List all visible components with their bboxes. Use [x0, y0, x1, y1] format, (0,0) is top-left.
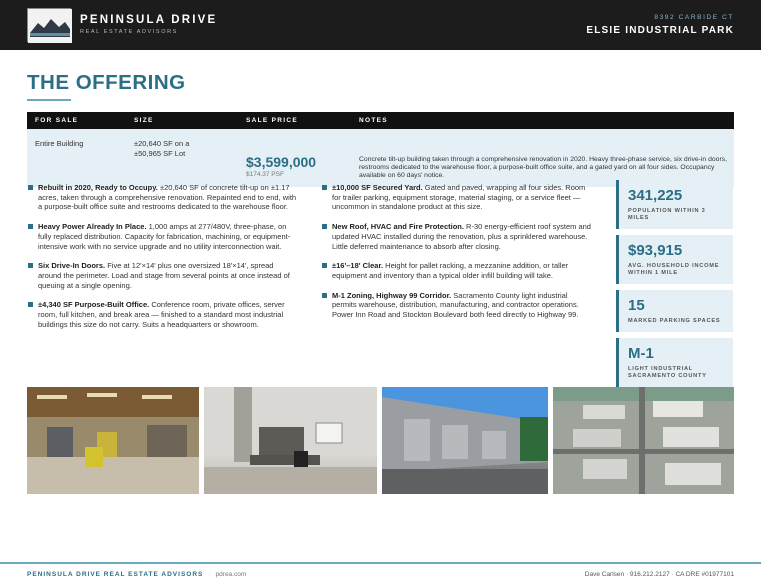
stat-card — [616, 338, 733, 387]
property-address: 8392 CARBIDE CT — [654, 14, 734, 21]
page-title: THE OFFERING — [27, 71, 186, 94]
header-sale-price: SALE PRICE — [246, 117, 299, 124]
stats-sidebar — [616, 180, 733, 393]
feature-text: Five at 12'×14' plus one oversized 18'×14', spread around the perimeter. Load and stage from several points at once instead of queuing at a single opening. — [38, 261, 290, 290]
stat-card — [616, 235, 733, 284]
stat-card — [616, 180, 733, 229]
feature-item — [27, 300, 297, 329]
feature-text: R-30 energy-efficient roof system and updated HVAC installed during the renovation, plus a sprinklered warehouse. Little deferred maintenance to absorb after closing. — [332, 222, 591, 251]
stat-card — [616, 290, 733, 332]
stat-label: POPULATION WITHIN 3 MILES — [628, 208, 706, 221]
offering-table — [27, 112, 734, 187]
size-line-2: ±50,965 SF Lot — [134, 148, 186, 158]
features-column-right — [321, 183, 591, 330]
feature-text: Height for pallet racking, a mezzanine addition, or taller equipment and inventory than a typical older infill building will take. — [332, 261, 569, 280]
feature-title: ±4,340 SF Purpose-Built Office. — [38, 300, 150, 310]
brand-name: PENINSULA DRIVE — [80, 14, 218, 26]
brand-block — [80, 14, 217, 35]
feature-title: New Roof, HVAC and Fire Protection. — [332, 222, 464, 232]
stat-value: $93,915 — [628, 242, 683, 259]
brand-subtitle: REAL ESTATE ADVISORS — [80, 29, 178, 35]
header-for-sale: FOR SALE — [35, 117, 79, 124]
footer-brand: PENINSULA DRIVE REAL ESTATE ADVISORS — [27, 571, 204, 578]
feature-item — [321, 222, 591, 251]
feature-title: Six Drive-In Doors. — [38, 261, 106, 271]
sale-price: $3,599,000 — [246, 154, 317, 170]
size-line-1: ±20,640 SF on a — [134, 139, 190, 148]
offering-table-row — [27, 129, 734, 187]
stat-value: M-1 — [628, 345, 654, 362]
feature-text: Sacramento County light industrial permits warehouse, distribution, manufacturing, and contractor operations. Power Inn Road and Stockton Boulevard both feed directly to Highway 99. — [332, 290, 579, 320]
footer-website-link[interactable]: pdrea.com — [215, 571, 247, 578]
offering-table-header — [27, 112, 734, 129]
header-notes: NOTES — [359, 117, 388, 124]
stat-value: 15 — [628, 297, 645, 314]
feature-item — [321, 261, 591, 280]
stat-label: MARKED PARKING SPACES — [628, 318, 721, 324]
property-park-name: ELSIE INDUSTRIAL PARK — [586, 25, 734, 36]
company-logo — [27, 8, 71, 42]
feature-title: Heavy Power Already In Place. — [38, 222, 147, 232]
warehouse-interior-photo — [27, 387, 199, 494]
size-value — [134, 139, 189, 158]
feature-item — [321, 183, 591, 212]
aerial-view-photo — [553, 387, 734, 494]
title-underline — [27, 99, 71, 101]
feature-text: ±20,640 SF of concrete tilt-up on ±1.17 acres, taken through a comprehensive renovation. Repainted end to end, with a purpose-built office suite and restrooms dedicated to the warehouse floor. — [38, 183, 297, 212]
footer-rule — [0, 562, 761, 564]
stat-label: LIGHT INDUSTRIAL SACRAMENTO COUNTY — [628, 366, 707, 379]
feature-title: M-1 Zoning, Highway 99 Corridor. — [332, 290, 452, 300]
feature-title: Rebuilt in 2020, Ready to Occupy. — [38, 183, 158, 192]
stat-label: AVG. HOUSEHOLD INCOME WITHIN 1 MILE — [628, 263, 720, 276]
footer-contact: Dave Carlsen · 916.212.2127 · CA DRE #01977101 — [584, 571, 734, 578]
building-exterior-photo — [382, 387, 548, 494]
office-interior-photo — [204, 387, 377, 494]
feature-item — [27, 261, 297, 290]
footer-separator: · — [208, 571, 211, 578]
property-heading — [586, 14, 734, 36]
feature-item — [27, 183, 297, 212]
notes-text: Concrete tilt-up building taken through a comprehensive renovation in 2020. Heavy three-phase service, six drive-in doors, restrooms dedicated to the warehouse floor, a purpose-built office suite, and a gated yard on all four sides. Occupancy available on 60 days' notice. — [359, 156, 727, 180]
feature-item — [27, 222, 297, 251]
feature-title: ±16'–18' Clear. — [332, 261, 384, 271]
feature-text: Conference room, private offices, server room, full kitchen, and break area — finished to a standard most industrial buildings this size do not carry. Suits a headquarters or showroom. — [38, 300, 285, 329]
features-column-left — [27, 183, 297, 339]
stat-value: 341,225 — [628, 187, 683, 204]
header-size: SIZE — [134, 117, 154, 124]
footer-brand-block — [27, 571, 246, 578]
for-sale-value: Entire Building — [35, 139, 84, 148]
feature-text: Gated and paved, wrapping all four sides. Room for trailer parking, equipment storage, material staging, or a service fleet — uncommon in standalone product at this size. — [332, 183, 586, 212]
feature-title: ±10,000 SF Secured Yard. — [332, 183, 423, 192]
top-header — [0, 0, 761, 50]
feature-item — [321, 291, 591, 320]
price-per-sf: $174.37 PSF — [246, 171, 284, 178]
feature-text: 1,000 amps at 277/480V, three-phase, on fully replaced distribution. Capacity for fabrication, machining, or equipment-intensive work with no service upgrade and no utility interconnection wait. — [38, 222, 291, 251]
